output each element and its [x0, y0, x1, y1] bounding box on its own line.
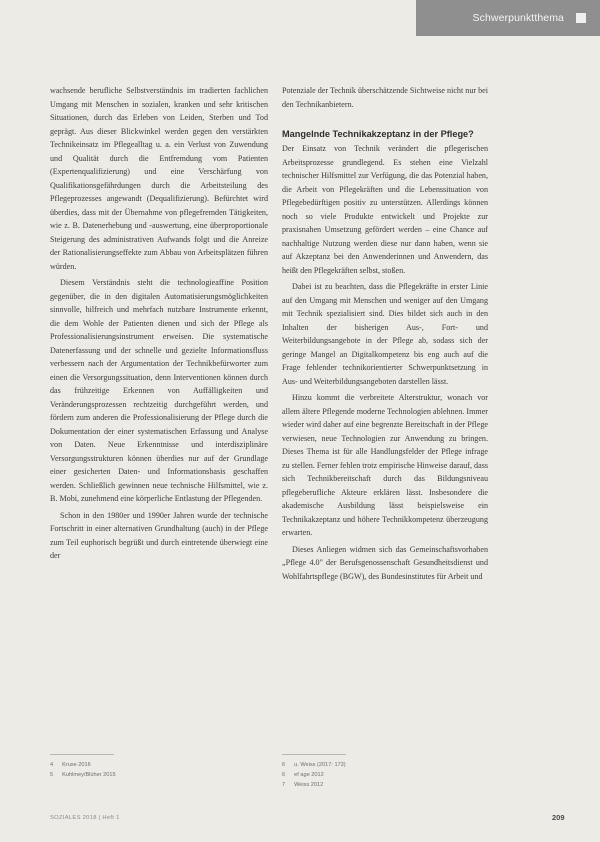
section-title: Schwerpunktthema — [472, 12, 564, 24]
section-header — [416, 0, 600, 36]
section-square-marker — [576, 13, 586, 23]
body-paragraph: Hinzu kommt die verbreitete Alterstruktur, wonach vor allem ältere Pflegende moderne Technologien ablehnen. Immer wieder wird daher auf eine begrenzte Bereitschaft in der Pflege verwiesen, neue Technologien zur Anwendung zu bringen. Dieses Thema ist für alle Handlungsfelder der Pflege infrage zu stellen. Ferner fehlen trotz empirische Hinweise darauf, dass sich Technikbereitschaft durch das Bildungsniveau pflegeberufliche Akteure erklären lässt. Insbesondere die akademische Ausbildung lässt beispielsweise ein Technikakzeptanz und höhere Technikkompetenz überzeugung erwarten. — [282, 393, 488, 537]
footnote — [282, 770, 346, 780]
footnote-text: u. Weiss (2017: 173) — [294, 762, 346, 768]
left-footnotes — [50, 760, 116, 780]
footnote-text: Weiss 2012 — [294, 782, 324, 788]
footnote — [282, 780, 346, 790]
body-paragraph: Dieses Anliegen widmen sich das Gemeinschaftsvorhaben „Pflege 4.0" der Berufsgenossenschaft Gesundheitsdienst und Wohlfahrtspflege (BGW), des Bundesinstitutes für Arbeit und — [282, 544, 488, 581]
footnote — [50, 770, 116, 780]
footnote-number: 5 — [50, 772, 54, 778]
left-text-column — [50, 84, 268, 563]
footnote-text: ef age 2012 — [294, 772, 324, 778]
body-paragraph: Der Einsatz von Technik verändert die pflegerischen Arbeitsprozesse grundlegend. Es stehen eine Vielzahl technischer Hilfsmittel zur Verfügung, die das Potenzial haben, die Arbeit von Pflegekräften und die Lebenssituation von Pflegebedürftigen positiv zu unterstützen. Allerdings können noch so viele Produkte entwickelt und Projekte zur praxisnahen Umsetzung gefördert werden – eine Chance auf nachhaltige Nutzung werden diese nur dann haben, wenn sie auf Akzeptanz bei den Anwenderinnen und Anwendern, das heißt den Pflegekräften selbst, stoßen. — [282, 144, 488, 275]
footnote-divider — [282, 754, 346, 755]
body-paragraph: Schon in den 1980er und 1990er Jahren wurde der technische Fortschritt in einer alternativen Grundhaltung (auch) in der Pflege zum Teil euphorisch begrüßt und durch eintretende überwiegt eine der — [50, 510, 268, 560]
footnote-divider — [50, 754, 114, 755]
body-paragraph: Dabei ist zu beachten, dass die Pflegekräfte in erster Linie auf den Umgang mit Menschen und weniger auf den Umgang mit Technik spezialisiert sind. Dies bildet sich auch in den Inhalten der bisherigen Aus-, Fort- und Weiterbildungsangebote in der Pflege ab, sodass sich der geringe Mangel an Digitalkompetenz bis eng auch auf die Frage fehlender technikorientierter Schwerpunktsetzung in Aus- und Weiterbildungsangeboten darstellen lässt. — [282, 282, 488, 386]
footnote — [50, 760, 116, 770]
page-number: 209 — [552, 813, 565, 822]
body-paragraph: Potenziale der Technik überschätzende Sichtweise nicht nur bei den Technikanbietern. — [282, 86, 488, 109]
footnote-number: 6 — [282, 772, 286, 778]
footnote-text: Kruse 2016 — [62, 762, 91, 768]
footnote-text: Kuhlmey/Blüher 2015 — [62, 772, 116, 778]
section-subheading: Mangelnde Technikakzeptanz in der Pflege? — [282, 129, 474, 139]
footnote-number: 7 — [282, 782, 286, 788]
footnote-number: 6 — [282, 762, 286, 768]
footnote-number: 4 — [50, 762, 54, 768]
body-paragraph: wachsende berufliche Selbstverständnis im tradierten fachlichen Umgang mit Menschen in sozialen, kranken und sehr kritischen Situationen, durch das Erleben von Leiden, Sterben und Tod geprägt. Aus dieser Blickwinkel werden gegen den verstärkten Technikeinsatz im Pflegealltag u. a. ein Verlust von Zuwendung und Qualität durch die Entfremdung vom Patienten (Expertenqualifizierung) und eine Verschärfung von Qualifikationsgefährdungen durch die Arbeitsteilung des Pflegeprozesses angewandt (Dequalifizierung). Befürchtet wird überdies, dass mit der Übernahme von pflegefremden Tätigkeiten, wie z. B. Datenerhebung und -auswertung, eine überproportionale Steigerung des administrativen Aufwands folgt und die Anreize der Rationalisierungseffekte zum Abbau von Arbeitsplätzen führen würden. — [50, 86, 268, 271]
right-footnotes — [282, 760, 346, 790]
publication-footer: SOZIALES 2018 | Heft 1 — [50, 815, 120, 821]
footnote — [282, 760, 346, 770]
body-paragraph: Diesem Verständnis steht die technologieaffine Position gegenüber, die in den digitalen Automatisierungsmöglichkeiten sinnvolle, hilfreich und mehrfach nutzbare Instrumente erkennt, die dem Wohle der Patienten dienen und sich der Pflege als Professionalisierungsinstrument erweisen. Die systematische Datenerfassung und der schnelle und gezielte Informationsfluss verbessern nach der Argumentation der Technikbefürworter zum einen die Versorgungssituation, denn Interventionen können durch das frühzeitige Erkennen von Auffälligkeiten und Veränderungsprozessen rechtzeitig durchgeführt werden, und fördern zum anderen die Professionalisierung der Pflege durch die Dokumentation der einer systematischen Erfassung und Analyse von Daten. Neue Erkenntnisse und interdisziplinäre Versorgungsstrukturen können überdies nur auf der Grundlage einer gesicherten Daten- und Informationsbasis geschaffen werden. Schließlich gewinnen neue technische Hilfsmittel, wie z. B. Mobi, zunehmend eine körperliche Entlastung der Pflegenden. — [50, 278, 268, 503]
right-text-column — [282, 84, 488, 583]
